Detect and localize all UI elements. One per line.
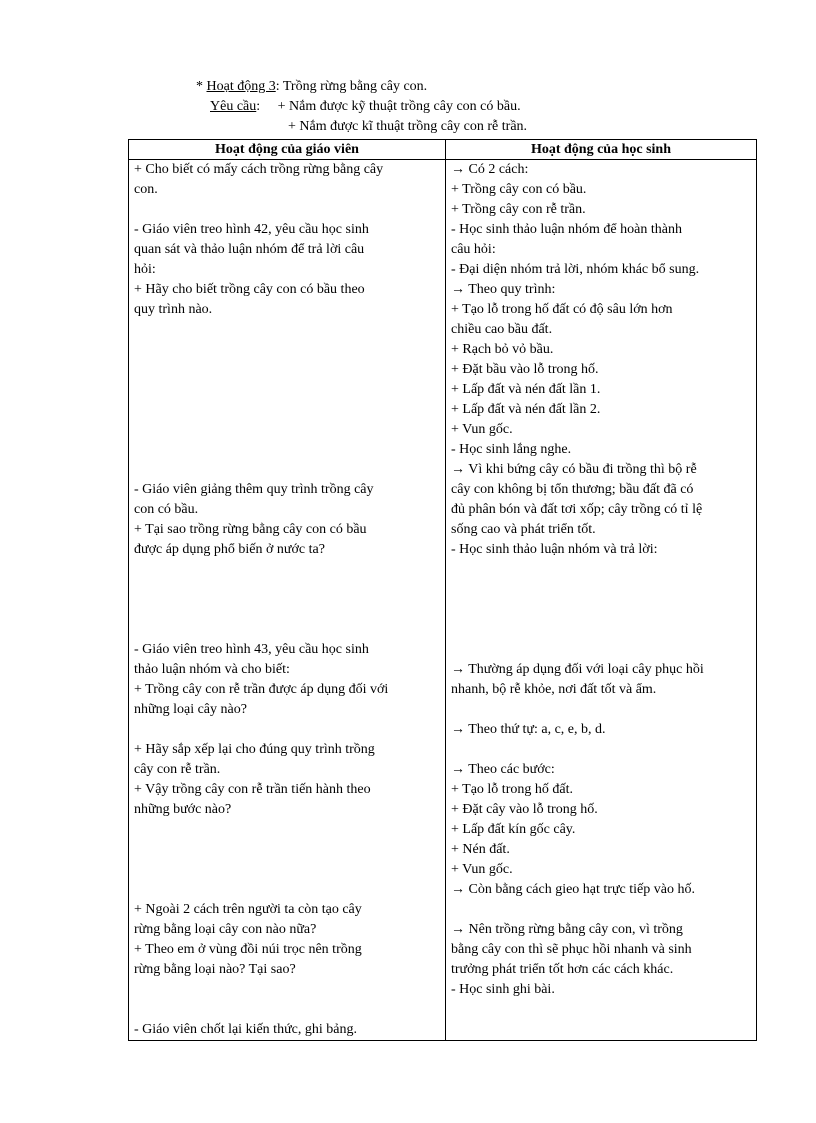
student-line: nhanh, bộ rễ khỏe, nơi đất tốt và ẩm. (451, 682, 657, 697)
student-line: cây con không bị tổn thương; bầu đất đã có (451, 482, 694, 497)
student-line: + Vun gốc. (451, 422, 513, 437)
teacher-line (134, 420, 440, 440)
teacher-line: những bước nào? (134, 802, 232, 817)
teacher-line (134, 200, 440, 220)
student-line: + Lấp đất và nén đất lần 1. (451, 382, 601, 397)
teacher-line: - Giáo viên treo hình 43, yêu cầu học sinh (134, 642, 369, 657)
teacher-line (134, 820, 440, 840)
teacher-line (134, 720, 440, 740)
student-line: + Lấp đất và nén đất lần 2. (451, 402, 601, 417)
teacher-line (134, 320, 440, 340)
table-header-row (129, 140, 757, 160)
student-line: + Vun gốc. (451, 862, 513, 877)
student-line: → Theo thứ tự: a, c, e, b, d. (451, 722, 606, 737)
teacher-line (134, 560, 440, 580)
student-activity-cell (446, 160, 757, 1041)
teacher-line: + Theo em ở vùng đồi núi trọc nên trồng (134, 942, 362, 957)
teacher-line: - Giáo viên treo hình 42, yêu cầu học sinh (134, 222, 369, 237)
student-line: → Thường áp dụng đối với loại cây phục hồi (451, 662, 704, 677)
teacher-line: cây con rễ trần. (134, 762, 221, 777)
student-line: → Theo quy trình: (451, 282, 556, 297)
teacher-line (134, 1000, 440, 1020)
teacher-line: quan sát và thảo luận nhóm để trả lời câu (134, 242, 365, 257)
teacher-activity-cell (129, 160, 446, 1041)
teacher-line: những loại cây nào? (134, 702, 247, 717)
teacher-line: con có bầu. (134, 502, 199, 517)
teacher-column-header: Hoạt động của giáo viên (129, 140, 446, 160)
teacher-line (134, 880, 440, 900)
activity-heading (196, 77, 527, 97)
student-line: - Học sinh thảo luận nhóm để hoàn thành (451, 222, 682, 237)
student-line: → Có 2 cách: (451, 162, 529, 177)
teacher-line: thảo luận nhóm và cho biết: (134, 662, 290, 677)
teacher-line: hỏi: (134, 262, 156, 277)
student-line: → Vì khi bứng cây có bầu đi trồng thì bộ rễ (451, 462, 697, 477)
student-line: chiều cao bầu đất. (451, 322, 553, 337)
teacher-line (134, 620, 440, 640)
teacher-line (134, 440, 440, 460)
student-line: đủ phân bón và đất tơi xốp; cây trồng có tỉ lệ (451, 502, 703, 517)
student-line: → Nên trồng rừng bằng cây con, vì trồng (451, 922, 683, 937)
student-line (451, 700, 751, 720)
teacher-line: + Cho biết có mấy cách trồng rừng bằng cây (134, 162, 384, 177)
teacher-line: + Hãy sắp xếp lại cho đúng quy trình trồng (134, 742, 375, 757)
student-line: → Theo các bước: (451, 762, 555, 777)
teacher-line (134, 340, 440, 360)
teacher-line: con. (134, 182, 158, 197)
student-line: + Lấp đất kín gốc cây. (451, 822, 576, 837)
student-line: + Đặt bầu vào lỗ trong hố. (451, 362, 599, 377)
student-line (451, 740, 751, 760)
teacher-line (134, 600, 440, 620)
student-line (451, 620, 751, 640)
teacher-line (134, 980, 440, 1000)
student-line: + Trồng cây con có bầu. (451, 182, 587, 197)
student-line: - Đại diện nhóm trả lời, nhóm khác bổ sung. (451, 262, 700, 277)
student-line: - Học sinh lắng nghe. (451, 442, 572, 457)
teacher-line (134, 860, 440, 880)
teacher-line: - Giáo viên chốt lại kiến thức, ghi bảng. (134, 1022, 357, 1037)
activity-title: : Trồng rừng bằng cây con. (275, 79, 428, 94)
student-line: + Nén đất. (451, 842, 510, 857)
requirement-line-1 (196, 97, 527, 117)
student-line: + Trồng cây con rễ trần. (451, 202, 586, 217)
activity-label: Hoạt động 3 (206, 79, 276, 94)
student-line: + Rạch bỏ vỏ bầu. (451, 342, 554, 357)
teacher-line: + Ngoài 2 cách trên người ta còn tạo cây (134, 902, 362, 917)
teacher-line: quy trình nào. (134, 302, 213, 317)
intro-block (196, 77, 527, 137)
student-line: bằng cây con thì sẽ phục hồi nhanh và sinh (451, 942, 692, 957)
student-line: + Tạo lỗ trong hố đất. (451, 782, 573, 797)
student-line (451, 640, 751, 660)
student-line: → Còn bằng cách gieo hạt trực tiếp vào hố. (451, 882, 695, 897)
teacher-line (134, 380, 440, 400)
student-line: + Tạo lỗ trong hố đất có độ sâu lớn hơn (451, 302, 673, 317)
student-line (451, 560, 751, 580)
student-line (451, 900, 751, 920)
teacher-line: rừng bằng loại nào? Tại sao? (134, 962, 296, 977)
student-line: - Học sinh thảo luận nhóm và trả lời: (451, 542, 658, 557)
student-line: + Đặt cây vào lỗ trong hố. (451, 802, 598, 817)
student-line: câu hỏi: (451, 242, 496, 257)
teacher-line (134, 460, 440, 480)
student-line: trưởng phát triển tốt hơn các cách khác. (451, 962, 674, 977)
activity-table (128, 139, 757, 1041)
teacher-line: + Trồng cây con rễ trần được áp dụng đối với (134, 682, 389, 697)
teacher-line (134, 400, 440, 420)
teacher-line: rừng bằng loại cây con nào nữa? (134, 922, 317, 937)
teacher-line (134, 360, 440, 380)
requirement-2: + Nắm được kĩ thuật trồng cây con rễ trần. (288, 119, 528, 134)
teacher-line: được áp dụng phổ biến ở nước ta? (134, 542, 325, 557)
student-line (451, 580, 751, 600)
student-column-header: Hoạt động của học sinh (446, 140, 757, 160)
student-line (451, 600, 751, 620)
student-line: sống cao và phát triển tốt. (451, 522, 596, 537)
requirement-1: : + Nắm được kỹ thuật trồng cây con có bầu. (256, 99, 521, 114)
teacher-line (134, 840, 440, 860)
requirement-label: Yêu cầu (210, 99, 257, 114)
student-line: - Học sinh ghi bài. (451, 982, 555, 997)
table-body-row (129, 160, 757, 1041)
teacher-line: + Tại sao trồng rừng bằng cây con có bầu (134, 522, 367, 537)
teacher-line: - Giáo viên giảng thêm quy trình trồng cây (134, 482, 374, 497)
teacher-line (134, 580, 440, 600)
teacher-line: + Vậy trồng cây con rễ trần tiến hành theo (134, 782, 371, 797)
teacher-line: + Hãy cho biết trồng cây con có bầu theo (134, 282, 365, 297)
activity-prefix: * (196, 79, 207, 94)
requirement-line-2 (196, 117, 527, 137)
